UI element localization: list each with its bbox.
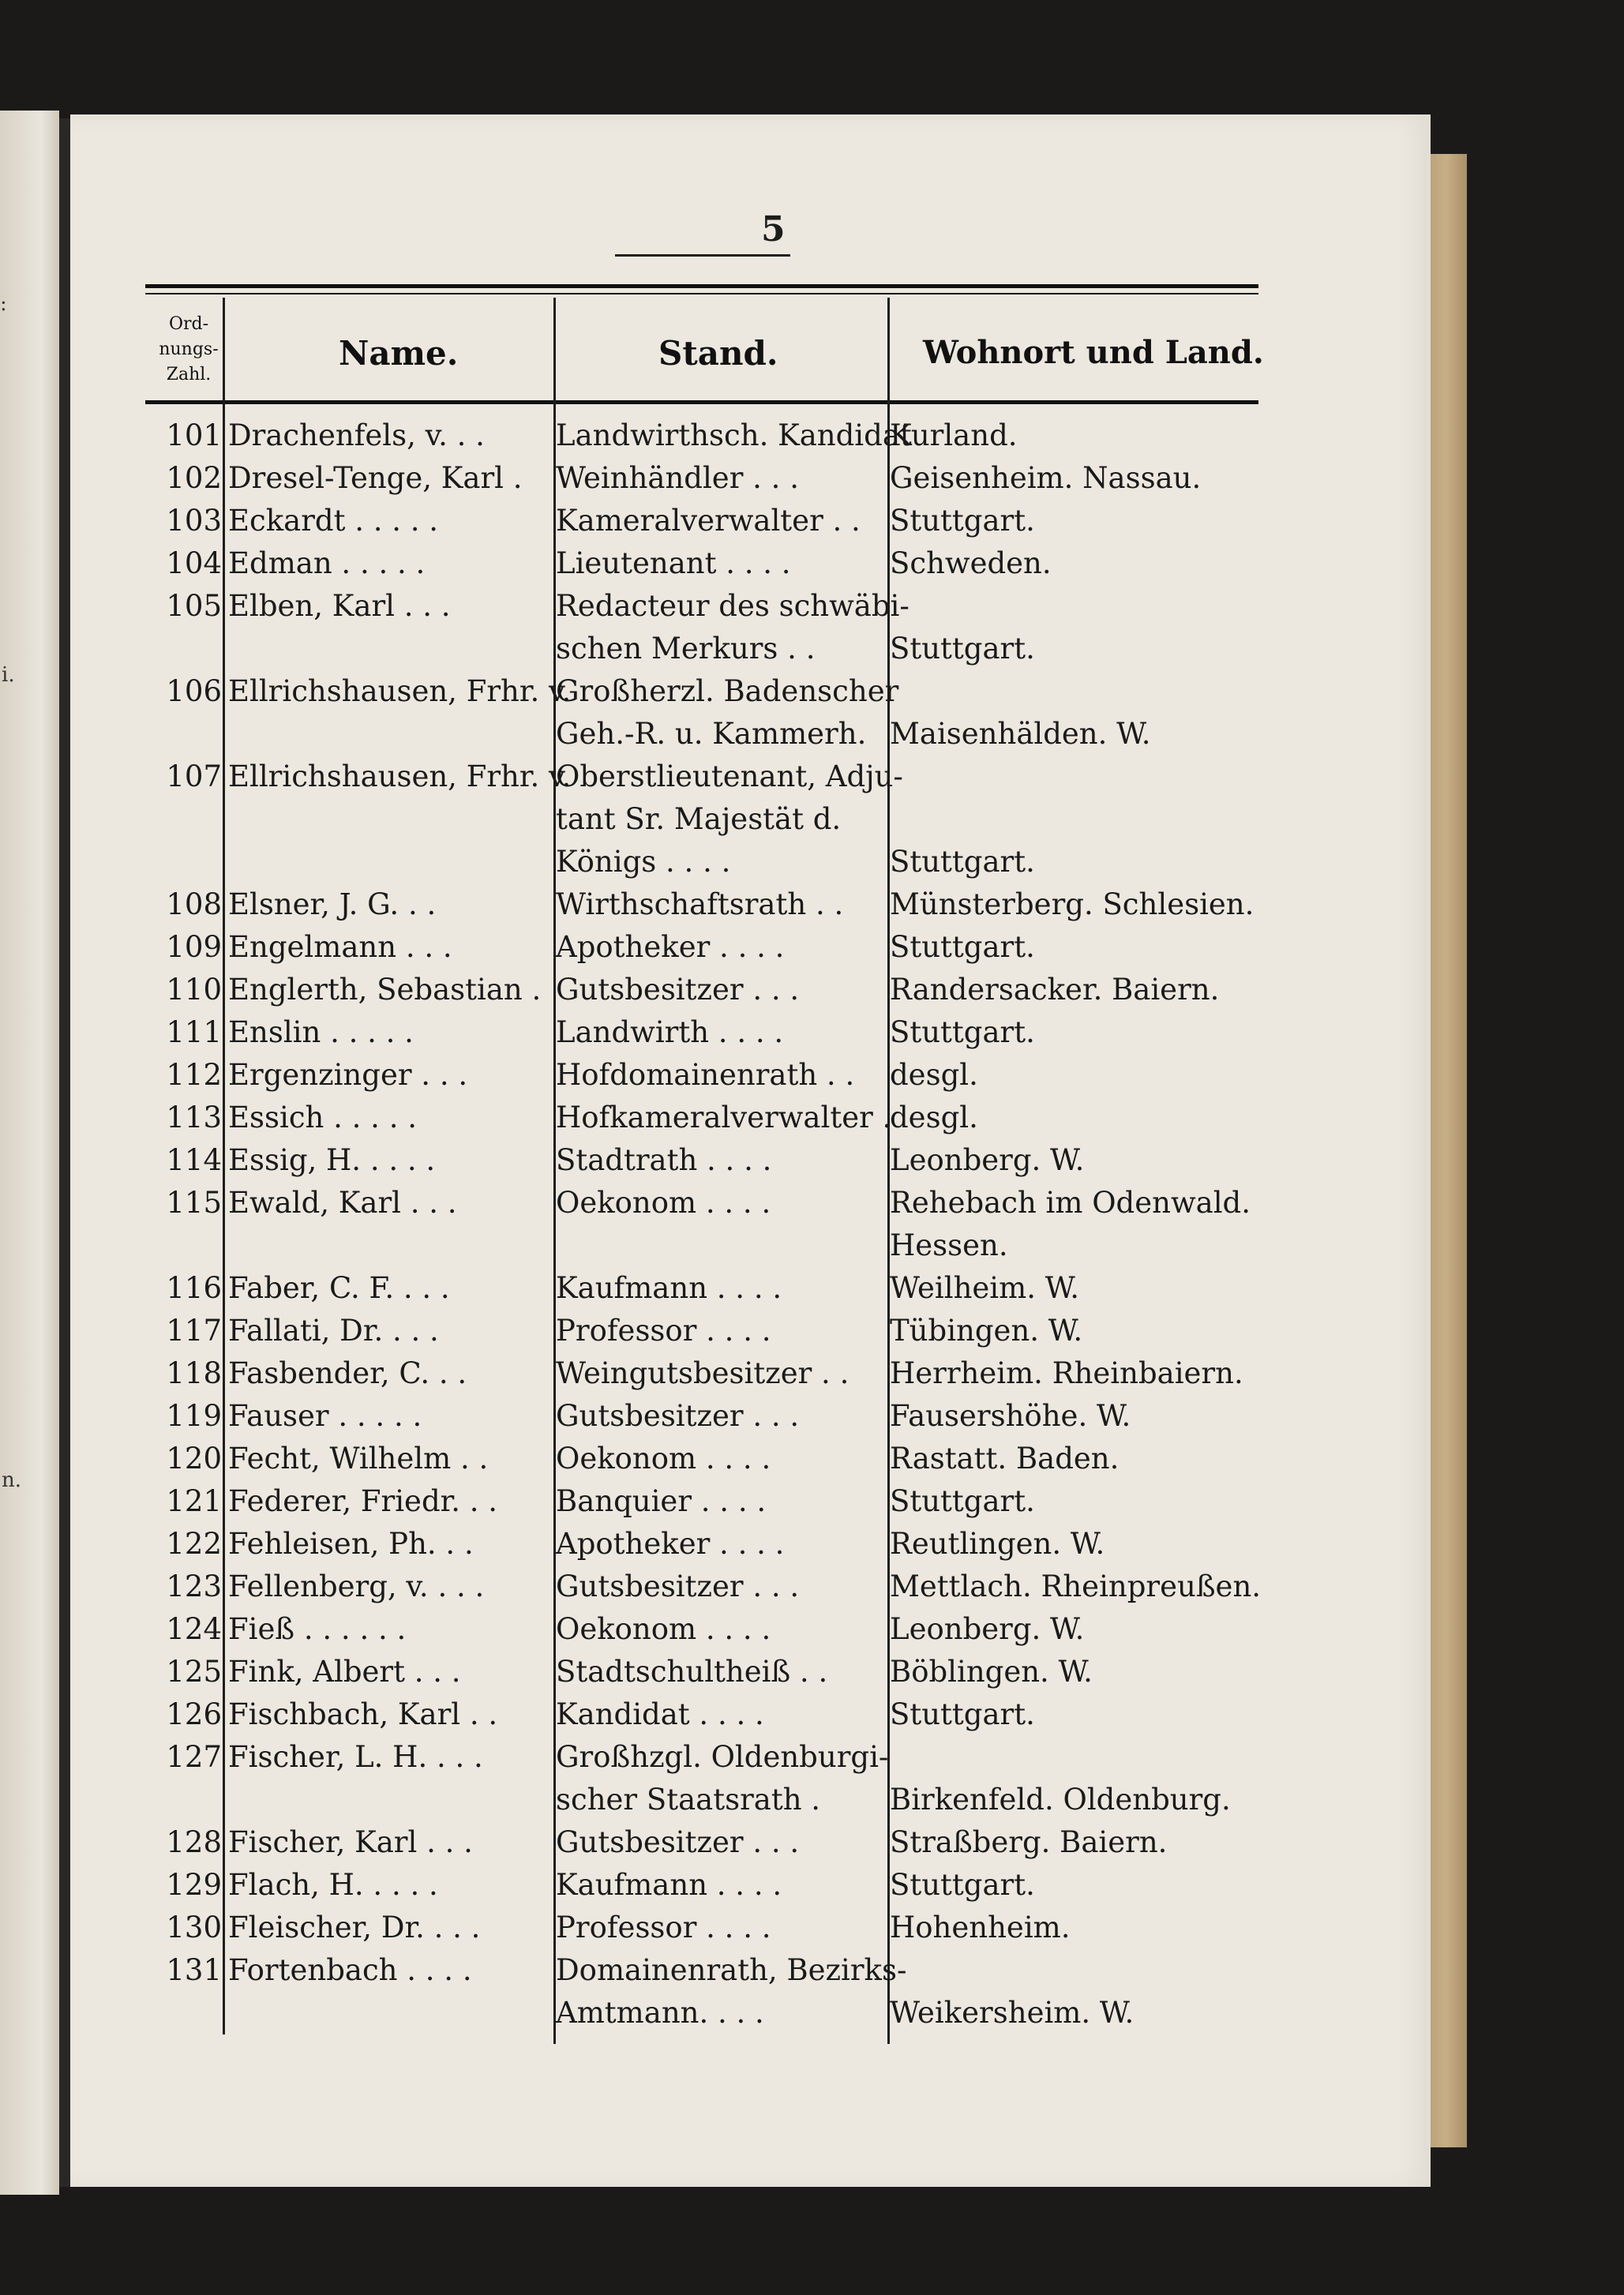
entry-stand: Weinhändler . . . — [556, 461, 799, 495]
entry-name: Enslin . . . . . — [228, 1015, 414, 1049]
table-row — [70, 1395, 1431, 1438]
entry-name: Dresel-Tenge, Karl . — [228, 461, 523, 495]
entry-stand: Oekonom . . . . — [556, 1186, 771, 1220]
entry-stand: scher Staatsrath . — [556, 1783, 821, 1817]
table-row — [70, 1097, 1431, 1139]
entry-stand: Apotheker . . . . — [556, 1527, 785, 1561]
entry-stand: Redacteur des schwäbi- — [556, 589, 910, 623]
entry-stand: Amtmann. . . . — [556, 1996, 764, 2030]
header-ord-line: Zahl. — [166, 365, 212, 384]
entry-stand: schen Merkurs . . — [556, 632, 816, 666]
entry-wohnort: Fausershöhe. W. — [890, 1399, 1131, 1433]
entry-stand: Gutsbesitzer . . . — [556, 973, 800, 1007]
entry-wohnort: Stuttgart. — [890, 632, 1035, 666]
entry-wohnort: Birkenfeld. Oldenburg. — [890, 1783, 1231, 1817]
header-ordnungszahl — [145, 312, 232, 388]
entry-stand: Gutsbesitzer . . . — [556, 1569, 800, 1603]
table-row — [70, 1651, 1431, 1693]
entry-name: Essig, H. . . . . — [228, 1143, 436, 1177]
entry-wohnort: Weikersheim. W. — [890, 1996, 1135, 2030]
entry-stand: tant Sr. Majestät d. — [556, 802, 842, 836]
entry-stand: Landwirthsch. Kandidat — [556, 418, 912, 452]
entry-wohnort: Rehebach im Odenwald. — [890, 1186, 1251, 1220]
table-row — [70, 1352, 1431, 1395]
table-row — [70, 457, 1431, 500]
table-row — [70, 500, 1431, 542]
header-wohnort: Wohnort und Land. — [923, 334, 1264, 371]
entry-number: 107 — [166, 759, 222, 793]
entry-stand: Oekonom . . . . — [556, 1442, 771, 1476]
entry-number: 115 — [166, 1186, 222, 1220]
entry-number: 114 — [166, 1143, 222, 1177]
entry-number: 129 — [166, 1868, 222, 1902]
table-row — [70, 1693, 1431, 1736]
entry-stand: Kaufmann . . . . — [556, 1868, 782, 1902]
entry-name: Fellenberg, v. . . . — [228, 1569, 485, 1603]
header-stand: Stand. — [658, 334, 778, 373]
table-row — [70, 1864, 1431, 1907]
table-row — [70, 756, 1431, 883]
entry-name: Faber, C. F. . . . — [228, 1271, 450, 1305]
entry-stand: Großhzgl. Oldenburgi- — [556, 1740, 889, 1774]
table-row — [70, 1139, 1431, 1182]
table-row — [70, 969, 1431, 1011]
entry-name: Federer, Friedr. . . — [228, 1484, 498, 1518]
header-bottom-rule — [145, 400, 1258, 404]
table-row — [70, 1821, 1431, 1864]
entry-wohnort: Schweden. — [890, 546, 1052, 580]
entry-name: Ergenzinger . . . — [228, 1058, 468, 1092]
entry-name: Edman . . . . . — [228, 546, 426, 580]
entry-number: 102 — [166, 461, 222, 495]
entry-number: 104 — [166, 546, 222, 580]
entry-number: 120 — [166, 1442, 222, 1476]
entry-number: 111 — [166, 1015, 222, 1049]
entry-number: 131 — [166, 1953, 222, 1987]
entry-stand: Apotheker . . . . — [556, 930, 785, 964]
entry-name: Eckardt . . . . . — [228, 504, 439, 538]
entry-number: 124 — [166, 1612, 222, 1646]
header-ord-line: Ord- — [168, 314, 209, 334]
header-name: Name. — [339, 334, 459, 373]
entry-name: Fischbach, Karl . . — [228, 1697, 498, 1731]
entry-number: 117 — [166, 1314, 222, 1348]
entry-stand: Königs . . . . — [556, 845, 731, 879]
table-row — [70, 1949, 1431, 2034]
entry-name: Ellrichshausen, Frhr. v. — [228, 759, 572, 793]
entry-number: 125 — [166, 1655, 222, 1689]
entry-wohnort: Stuttgart. — [890, 845, 1035, 879]
entry-number: 127 — [166, 1740, 222, 1774]
entry-stand: Lieutenant . . . . — [556, 546, 791, 580]
entry-name: Englerth, Sebastian . — [228, 973, 542, 1007]
table-row — [70, 1011, 1431, 1054]
entry-number: 109 — [166, 930, 222, 964]
entry-wohnort: Stuttgart. — [890, 1484, 1035, 1518]
page-number: 5 — [761, 209, 786, 249]
table-row — [70, 1566, 1431, 1608]
entry-stand: Stadtrath . . . . — [556, 1143, 772, 1177]
margin-mark: n. — [2, 1468, 22, 1492]
book-spine — [59, 118, 70, 2187]
table-row — [70, 542, 1431, 585]
entry-wohnort: Mettlach. Rheinpreußen. — [890, 1569, 1262, 1603]
entry-number: 122 — [166, 1527, 222, 1561]
entry-wohnort: Böblingen. W. — [890, 1655, 1093, 1689]
entry-wohnort: Stuttgart. — [890, 930, 1035, 964]
table-row — [70, 1480, 1431, 1523]
entry-name: Drachenfels, v. . . — [228, 418, 485, 452]
entry-number: 105 — [166, 589, 222, 623]
top-double-rule — [145, 284, 1258, 288]
entry-wohnort: Herrheim. Rheinbaiern. — [890, 1356, 1243, 1390]
entry-wohnort: Maisenhälden. W. — [890, 717, 1151, 751]
entry-wohnort: Tübingen. W. — [890, 1314, 1083, 1348]
table-row — [70, 1907, 1431, 1949]
entry-number: 112 — [166, 1058, 222, 1092]
entry-number: 128 — [166, 1825, 222, 1859]
entry-number: 130 — [166, 1911, 222, 1944]
entry-name: Ewald, Karl . . . — [228, 1186, 457, 1220]
entry-stand: Geh.-R. u. Kammerh. — [556, 717, 867, 751]
entry-wohnort: Stuttgart. — [890, 1697, 1035, 1731]
header-ord-line: nungs- — [159, 339, 219, 359]
table-row — [70, 1523, 1431, 1566]
entry-stand: Banquier . . . . — [556, 1484, 767, 1518]
entry-stand: Landwirth . . . . — [556, 1015, 784, 1049]
entry-wohnort: Stuttgart. — [890, 1015, 1035, 1049]
entry-wohnort: Leonberg. W. — [890, 1143, 1085, 1177]
entry-number: 103 — [166, 504, 222, 538]
entry-name: Fischer, Karl . . . — [228, 1825, 473, 1859]
entry-stand: Oberstlieutenant, Adju- — [556, 759, 903, 793]
entry-number: 126 — [166, 1697, 222, 1731]
entry-wohnort: Kurland. — [890, 418, 1018, 452]
entry-name: Fecht, Wilhelm . . — [228, 1442, 489, 1476]
entry-stand: Gutsbesitzer . . . — [556, 1825, 800, 1859]
entry-name: Fauser . . . . . — [228, 1399, 422, 1433]
table-row — [70, 1736, 1431, 1821]
entry-stand: Kandidat . . . . — [556, 1697, 764, 1731]
entry-wohnort: Münsterberg. Schlesien. — [890, 887, 1255, 921]
table-row — [70, 1608, 1431, 1651]
entry-name: Fehleisen, Ph. . . — [228, 1527, 474, 1561]
book-page — [70, 114, 1431, 2187]
entry-name: Ellrichshausen, Frhr. v. — [228, 674, 572, 708]
entry-wohnort: Hessen. — [890, 1228, 1008, 1262]
entry-name: Essich . . . . . — [228, 1101, 417, 1134]
register-table — [70, 414, 1431, 2034]
entry-name: Elben, Karl . . . — [228, 589, 451, 623]
entry-number: 123 — [166, 1569, 222, 1603]
entry-wohnort: Randersacker. Baiern. — [890, 973, 1220, 1007]
entry-wohnort: Stuttgart. — [890, 1868, 1035, 1902]
margin-mark: : — [0, 292, 7, 316]
table-row — [70, 1054, 1431, 1097]
entry-stand: Kaufmann . . . . — [556, 1271, 782, 1305]
entry-name: Fortenbach . . . . — [228, 1953, 472, 1987]
table-row — [70, 883, 1431, 926]
entry-wohnort: Geisenheim. Nassau. — [890, 461, 1202, 495]
entry-wohnort: Reutlingen. W. — [890, 1527, 1105, 1561]
entry-number: 119 — [166, 1399, 222, 1433]
entry-wohnort: Rastatt. Baden. — [890, 1442, 1120, 1476]
entry-wohnort: desgl. — [890, 1101, 978, 1134]
entry-name: Fischer, L. H. . . . — [228, 1740, 483, 1774]
table-row — [70, 585, 1431, 670]
entry-stand: Wirthschaftsrath . . — [556, 887, 844, 921]
page-number-rule — [615, 254, 790, 257]
entry-name: Fink, Albert . . . — [228, 1655, 461, 1689]
entry-stand: Professor . . . . — [556, 1911, 771, 1944]
entry-wohnort: Hohenheim. — [890, 1911, 1071, 1944]
entry-stand: Domainenrath, Bezirks- — [556, 1953, 907, 1987]
entry-stand: Hofdomainenrath . . — [556, 1058, 855, 1092]
entry-stand: Oekonom . . . . — [556, 1612, 771, 1646]
entry-number: 118 — [166, 1356, 222, 1390]
entry-stand: Großherzl. Badenscher — [556, 674, 899, 708]
entry-number: 106 — [166, 674, 222, 708]
entry-name: Flach, H. . . . . — [228, 1868, 438, 1902]
entry-wohnort: Stuttgart. — [890, 504, 1035, 538]
left-facing-page — [0, 111, 59, 2195]
entry-stand: Kameralverwalter . . — [556, 504, 861, 538]
table-row — [70, 1182, 1431, 1267]
table-row — [70, 1438, 1431, 1480]
entry-stand: Stadtschultheiß . . — [556, 1655, 828, 1689]
entry-number: 121 — [166, 1484, 222, 1518]
entry-stand: Weingutsbesitzer . . — [556, 1356, 850, 1390]
entry-wohnort: desgl. — [890, 1058, 978, 1092]
table-row — [70, 670, 1431, 756]
entry-number: 101 — [166, 418, 222, 452]
table-row — [70, 1267, 1431, 1310]
entry-name: Fallati, Dr. . . . — [228, 1314, 439, 1348]
entry-stand: Hofkameralverwalter . — [556, 1101, 892, 1134]
entry-name: Fleischer, Dr. . . . — [228, 1911, 481, 1944]
entry-wohnort: Straßberg. Baiern. — [890, 1825, 1168, 1859]
entry-number: 113 — [166, 1101, 222, 1134]
entry-stand: Professor . . . . — [556, 1314, 771, 1348]
entry-name: Fieß . . . . . . — [228, 1612, 407, 1646]
entry-number: 110 — [166, 973, 222, 1007]
table-row — [70, 414, 1431, 457]
entry-wohnort: Weilheim. W. — [890, 1271, 1080, 1305]
entry-stand: Gutsbesitzer . . . — [556, 1399, 800, 1433]
entry-name: Elsner, J. G. . . — [228, 887, 437, 921]
table-row — [70, 926, 1431, 969]
entry-number: 108 — [166, 887, 222, 921]
top-thin-rule — [145, 293, 1258, 294]
entry-name: Fasbender, C. . . — [228, 1356, 467, 1390]
margin-mark: i. — [2, 663, 15, 687]
entry-number: 116 — [166, 1271, 222, 1305]
table-row — [70, 1310, 1431, 1352]
entry-name: Engelmann . . . — [228, 930, 452, 964]
entry-wohnort: Leonberg. W. — [890, 1612, 1085, 1646]
